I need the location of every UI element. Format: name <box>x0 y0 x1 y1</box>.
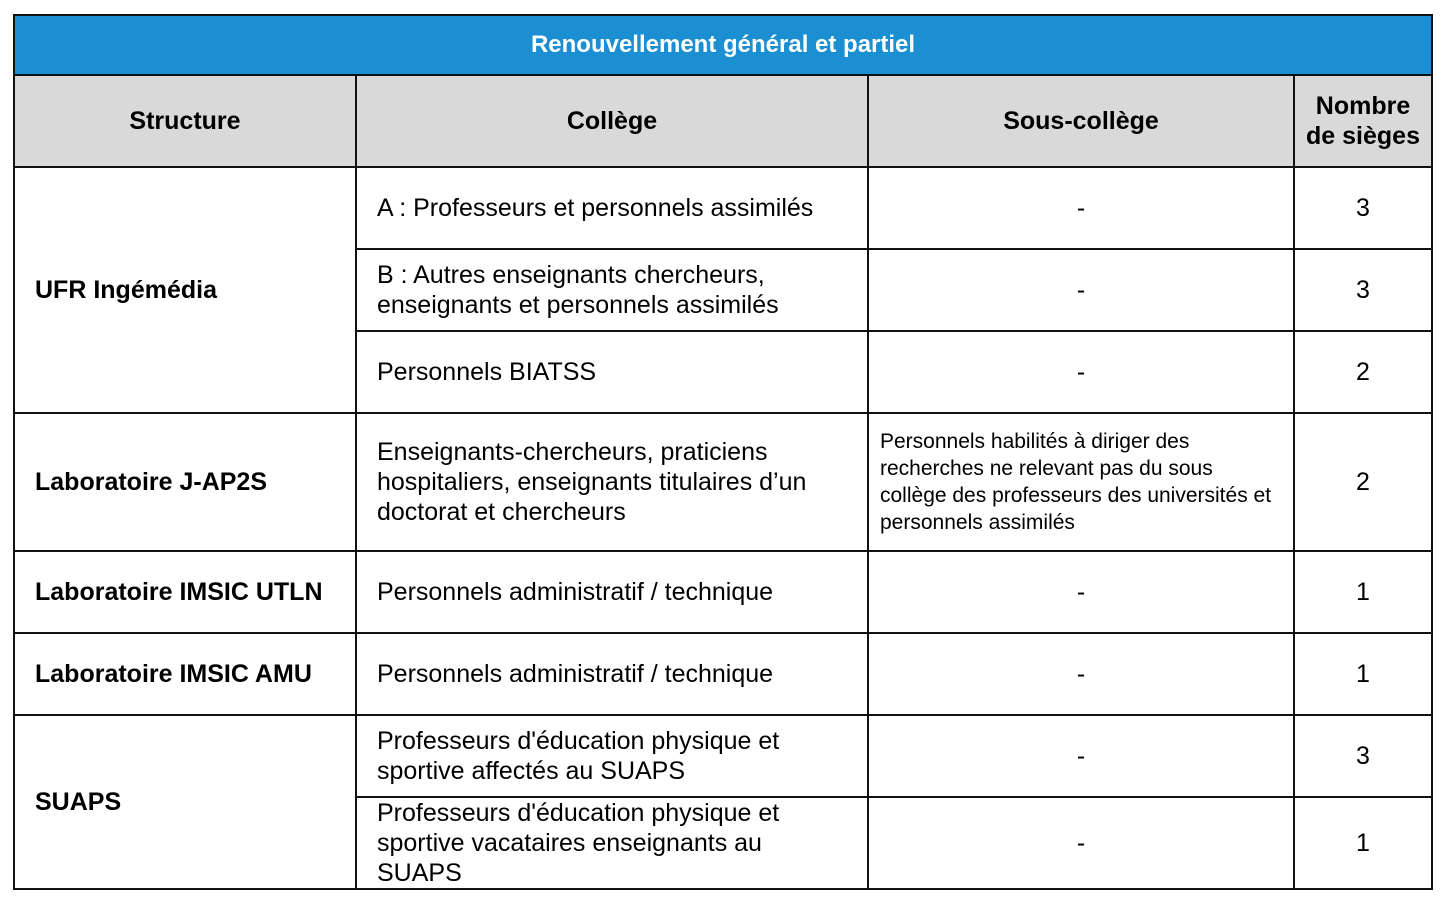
college-cell: Personnels administratif / technique <box>356 551 868 633</box>
seats-cell: 1 <box>1294 633 1432 715</box>
seats-cell: 3 <box>1294 167 1432 249</box>
header-sous-college: Sous-collège <box>868 75 1294 167</box>
seats-cell: 2 <box>1294 413 1432 551</box>
structure-cell: UFR Ingémédia <box>14 167 356 413</box>
sous-college-cell: - <box>868 167 1294 249</box>
title-row <box>14 15 1432 75</box>
seats-cell: 1 <box>1294 551 1432 633</box>
seats-table <box>13 14 1433 890</box>
structure-cell: Laboratoire IMSIC UTLN <box>14 551 356 633</box>
seats-cell: 2 <box>1294 331 1432 413</box>
header-college: Collège <box>356 75 868 167</box>
college-cell: B : Autres enseignants chercheurs, enseignants et personnels assimilés <box>356 249 868 331</box>
college-cell: Personnels administratif / technique <box>356 633 868 715</box>
college-cell: A : Professeurs et personnels assimilés <box>356 167 868 249</box>
header-seats: Nombre de sièges <box>1294 75 1432 167</box>
header-structure: Structure <box>14 75 356 167</box>
structure-cell: SUAPS <box>14 715 356 889</box>
seats-cell: 1 <box>1294 797 1432 889</box>
sous-college-cell: - <box>868 551 1294 633</box>
table-row <box>14 551 1432 633</box>
table-row <box>14 167 1432 249</box>
college-cell: Enseignants-chercheurs, praticiens hospitaliers, enseignants titulaires d’un doctorat et chercheurs <box>356 413 868 551</box>
sous-college-cell: - <box>868 797 1294 889</box>
header-row <box>14 75 1432 167</box>
table-row <box>14 413 1432 551</box>
sous-college-cell: - <box>868 633 1294 715</box>
college-cell: Professeurs d'éducation physique et sportive vacataires enseignants au SUAPS <box>356 797 868 889</box>
sous-college-cell: - <box>868 331 1294 413</box>
table-row <box>14 715 1432 797</box>
college-cell: Professeurs d'éducation physique et sportive affectés au SUAPS <box>356 715 868 797</box>
table-title: Renouvellement général et partiel <box>14 15 1432 75</box>
sous-college-cell: - <box>868 715 1294 797</box>
seats-cell: 3 <box>1294 249 1432 331</box>
table-row <box>14 633 1432 715</box>
sous-college-cell: Personnels habilités à diriger des recherches ne relevant pas du sous collège des professeurs des universités et personnels assimilés <box>868 413 1294 551</box>
college-cell: Personnels BIATSS <box>356 331 868 413</box>
structure-cell: Laboratoire J-AP2S <box>14 413 356 551</box>
seats-cell: 3 <box>1294 715 1432 797</box>
sous-college-cell: - <box>868 249 1294 331</box>
structure-cell: Laboratoire IMSIC AMU <box>14 633 356 715</box>
